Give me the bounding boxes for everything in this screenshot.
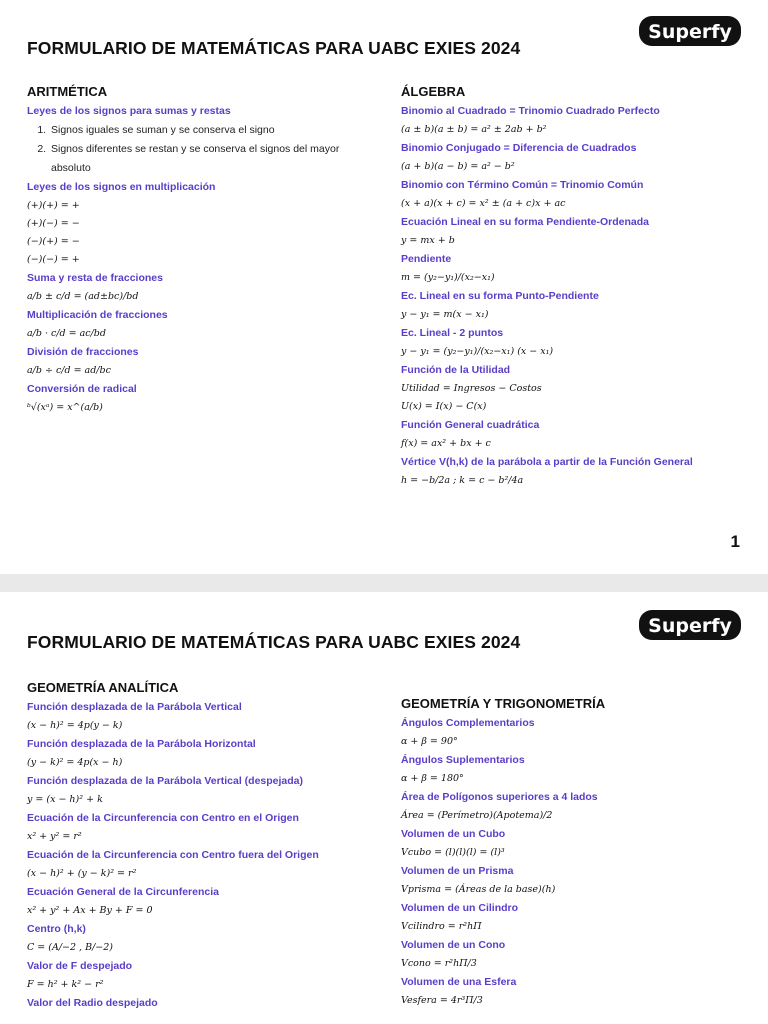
subheading: Volumen de una Esfera bbox=[401, 976, 517, 988]
subheading: Función desplazada de la Parábola Vertical (despejada) bbox=[27, 775, 304, 787]
formula: (y − k)² = 4p(x − h) bbox=[27, 757, 123, 768]
subheading: Ecuación de la Circunferencia con Centro en el Origen bbox=[27, 812, 299, 824]
formula: α + β = 90° bbox=[401, 736, 458, 747]
subheading: Ecuación General de la Circunferencia bbox=[27, 886, 219, 898]
formula: Vcono = r²hΠ/3 bbox=[401, 958, 477, 969]
formula: x² + y² + Ax + By + F = 0 bbox=[27, 905, 153, 916]
page-title: FORMULARIO DE MATEMÁTICAS PARA UABC EXIES 2024 bbox=[27, 38, 521, 58]
logo-text: Superfy bbox=[648, 21, 732, 43]
formula: Utilidad = Ingresos − Costos bbox=[401, 383, 542, 394]
formula: α + β = 180° bbox=[401, 773, 464, 784]
formula: Vcilindro = r²hΠ bbox=[401, 921, 482, 932]
formula: ᵇ√(xᵃ) = x^(a/b) bbox=[27, 402, 103, 413]
algebra-column bbox=[401, 84, 741, 490]
arithmetic-column bbox=[27, 84, 367, 417]
subheading: Valor de F despejado bbox=[27, 960, 133, 972]
section-heading-analytic-geometry: GEOMETRÍA ANALÍTICA bbox=[27, 680, 179, 695]
subheading: Función desplazada de la Parábola Horizontal bbox=[27, 738, 256, 750]
subheading: Leyes de los signos en multiplicación bbox=[27, 181, 216, 193]
subheading: Binomio con Término Común = Trinomio Común bbox=[401, 179, 644, 191]
formula: y − y₁ = m(x − x₁) bbox=[401, 309, 489, 320]
subheading: Suma y resta de fracciones bbox=[27, 272, 163, 284]
analytic-geometry-content bbox=[27, 700, 377, 1011]
subheading: Ec. Lineal - 2 puntos bbox=[401, 327, 504, 339]
formula: y − y₁ = (y₂−y₁)/(x₂−x₁) (x − x₁) bbox=[401, 346, 554, 357]
subheading: Valor del Radio despejado bbox=[27, 997, 158, 1009]
formula: (a ± b)(a ± b) = a² ± 2ab + b² bbox=[401, 124, 547, 135]
formula: Vcubo = (l)(l)(l) = (l)³ bbox=[401, 847, 505, 858]
rules-list bbox=[27, 121, 367, 178]
subheading: Función de la Utilidad bbox=[401, 364, 511, 376]
subheading: Área de Polígonos superiores a 4 lados bbox=[401, 791, 598, 803]
formula: h = −b/2a ; k = c − b²/4a bbox=[401, 475, 524, 486]
subheading: Volumen de un Cono bbox=[401, 939, 506, 951]
arithmetic-content bbox=[27, 104, 367, 417]
subheading: Ángulos Complementarios bbox=[401, 717, 535, 729]
section-heading-arithmetic: ARITMÉTICA bbox=[27, 84, 108, 99]
formula: y = mx + b bbox=[401, 235, 455, 246]
subheading: Ecuación de la Circunferencia con Centro fuera del Origen bbox=[27, 849, 319, 861]
subheading: Multiplicación de fracciones bbox=[27, 309, 168, 321]
formula: (x − h)² + (y − k)² = r² bbox=[27, 868, 137, 879]
subheading: Ángulos Suplementarios bbox=[401, 754, 525, 766]
list-item: 1. Signos iguales se suman y se conserva el signo bbox=[49, 121, 367, 140]
document-page-2 bbox=[0, 592, 768, 1024]
formula: (x + a)(x + c) = x² ± (a + c)x + ac bbox=[401, 198, 566, 209]
subheading: Volumen de un Cubo bbox=[401, 828, 506, 840]
page-number: 1 bbox=[730, 532, 740, 551]
formula: U(x) = I(x) − C(x) bbox=[401, 401, 487, 412]
formula: x² + y² = r² bbox=[27, 831, 82, 842]
list-item: 2. Signos diferentes se restan y se conserva el signos del mayor absoluto bbox=[49, 140, 367, 178]
subheading: Leyes de los signos para sumas y restas bbox=[27, 105, 231, 117]
geometry-trig-content bbox=[401, 716, 741, 1010]
subheading: Centro (h,k) bbox=[27, 923, 86, 935]
formula: F = h² + k² − r² bbox=[27, 979, 104, 990]
subheading: Vértice V(h,k) de la parábola a partir de la Función General bbox=[401, 456, 693, 468]
subheading: Función desplazada de la Parábola Vertical bbox=[27, 701, 242, 713]
subheading: Binomio al Cuadrado = Trinomio Cuadrado Perfecto bbox=[401, 105, 660, 117]
subheading: Volumen de un Cilindro bbox=[401, 902, 519, 914]
subheading: Conversión de radical bbox=[27, 383, 137, 395]
logo-text: Superfy bbox=[648, 615, 732, 637]
formula: Vprisma = (Áreas de la base)(h) bbox=[401, 884, 556, 895]
formula: (a + b)(a − b) = a² − b² bbox=[401, 161, 515, 172]
subheading: Función General cuadrática bbox=[401, 419, 540, 431]
subheading: División de fracciones bbox=[27, 346, 139, 358]
section-heading-algebra: ÁLGEBRA bbox=[401, 84, 466, 99]
section-heading-geometry-trig: GEOMETRÍA Y TRIGONOMETRÍA bbox=[401, 696, 606, 711]
analytic-geometry-column bbox=[27, 680, 377, 1013]
formula: a/b ± c/d = (ad±bc)/bd bbox=[27, 291, 139, 302]
superfy-logo bbox=[638, 608, 742, 642]
formula: m = (y₂−y₁)/(x₂−x₁) bbox=[401, 272, 495, 283]
subheading: Volumen de un Prisma bbox=[401, 865, 514, 877]
formula: Vesfera = 4r³Π/3 bbox=[401, 995, 483, 1006]
subheading: Ecuación Lineal en su forma Pendiente-Ordenada bbox=[401, 216, 649, 228]
formula: (−)(−) = + bbox=[27, 254, 80, 265]
subheading: Ec. Lineal en su forma Punto-Pendiente bbox=[401, 290, 599, 302]
formula: a/b · c/d = ac/bd bbox=[27, 328, 106, 339]
formula: Área = (Perímetro)(Apotema)/2 bbox=[401, 810, 553, 821]
formula: (+)(−) = − bbox=[27, 218, 80, 229]
formula: f(x) = ax² + bx + c bbox=[401, 438, 491, 449]
formula: (−)(+) = − bbox=[27, 236, 80, 247]
geometry-trig-column bbox=[401, 696, 741, 1010]
subheading: Binomio Conjugado = Diferencia de Cuadrados bbox=[401, 142, 637, 154]
formula: y = (x − h)² + k bbox=[27, 794, 103, 805]
subheading: Pendiente bbox=[401, 253, 452, 265]
formula: a/b ÷ c/d = ad/bc bbox=[27, 365, 111, 376]
algebra-content bbox=[401, 104, 741, 490]
formula: (+)(+) = + bbox=[27, 200, 80, 211]
formula: (x − h)² = 4p(y − k) bbox=[27, 720, 123, 731]
superfy-logo bbox=[638, 14, 742, 48]
formula: C = (A/−2 , B/−2) bbox=[27, 942, 113, 953]
page-title: FORMULARIO DE MATEMÁTICAS PARA UABC EXIES 2024 bbox=[27, 632, 521, 652]
